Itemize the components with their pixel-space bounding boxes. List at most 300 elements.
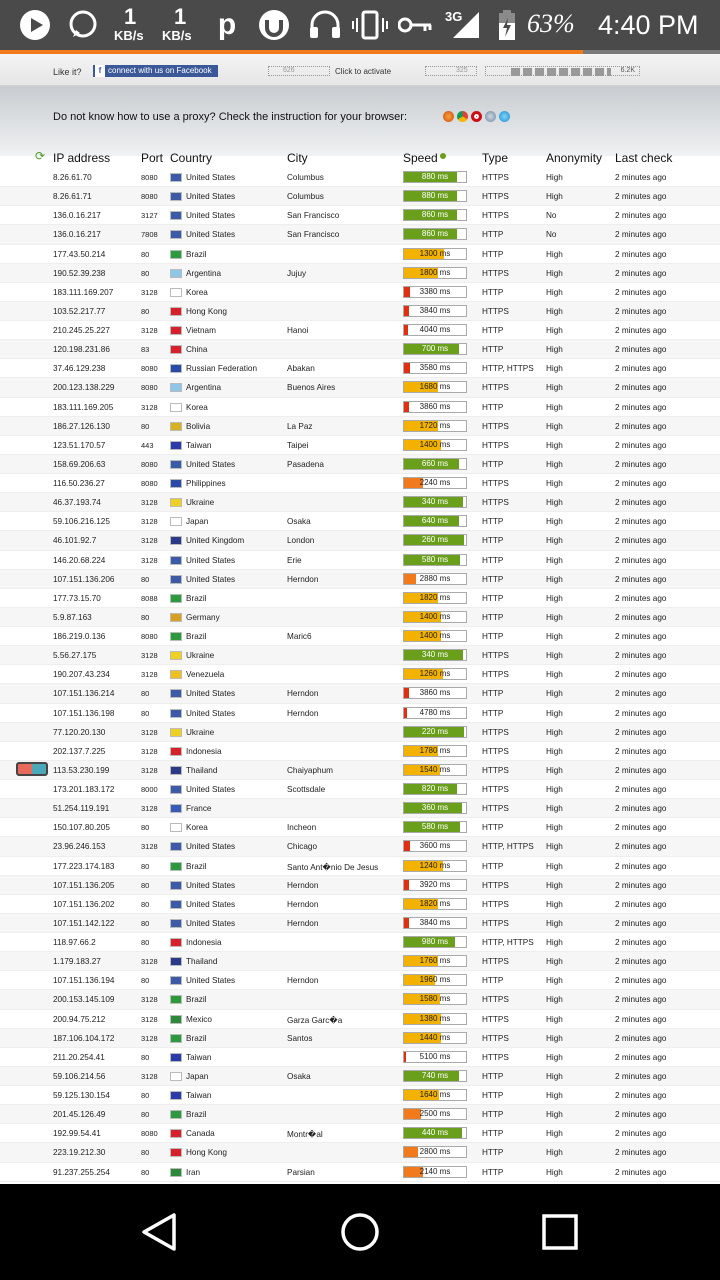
header-country[interactable]: Country [170,151,213,165]
cell-last-check: 2 minutes ago [615,765,667,775]
cell-anonymity: High [546,192,563,202]
cell-anonymity: High [546,823,563,833]
cell-country: United States [186,842,236,852]
speed-bar [403,554,467,566]
cell-last-check: 2 minutes ago [615,440,667,450]
table-row [0,627,720,646]
flag-icon [170,230,182,239]
cell-anonymity: High [546,708,563,718]
cell-ip[interactable]: 23.96.246.153 [53,842,106,852]
cell-anonymity: High [546,249,563,259]
cell-ip[interactable]: 107.151.136.194 [53,976,115,986]
cell-speed: 1380 ms [419,1013,451,1023]
speed-bar [403,324,467,336]
cell-anonymity: High [546,287,563,297]
cell-city: Abakan [287,364,315,374]
cell-type: HTTP [482,345,504,355]
flag-icon [170,842,182,851]
cell-anonymity: High [546,440,563,450]
cell-speed: 580 ms [421,554,449,564]
cell-ip[interactable]: 200.153.145.109 [53,995,115,1005]
opera-icon[interactable] [471,111,482,122]
cell-last-check: 2 minutes ago [615,785,667,794]
header-anonymity[interactable]: Anonymity [546,151,603,165]
cell-ip[interactable]: 186.219.0.136 [53,632,106,641]
activate-label[interactable]: Click to activate [335,67,392,76]
cell-speed: 740 ms [421,1070,449,1080]
flag-icon [170,211,182,220]
cell-country: Thailand [186,765,218,775]
cell-speed: 2240 ms [419,478,451,487]
table-row [0,704,720,723]
table-row [0,799,720,818]
speed-bar [403,649,467,661]
share-icons[interactable]: 6.2K [485,66,640,76]
cell-type: HTTPS [482,306,509,316]
cell-ip[interactable]: 150.107.80.205 [53,823,110,833]
cell-ip[interactable]: 223.19.212.30 [53,1148,106,1158]
cell-type: HTTPS [482,479,509,488]
cell-ip[interactable]: 113.53.230.199 [53,765,110,775]
cell-city: Montr�al [287,1130,323,1140]
cell-ip[interactable]: 186.27.126.130 [53,421,110,431]
cell-port: 3128 [141,1014,158,1024]
cell-type: HTTP [482,574,504,584]
cell-ip[interactable]: 103.52.217.77 [53,306,106,316]
cell-anonymity: High [546,1014,563,1024]
speed-bar [403,190,467,202]
cell-city: Parsian [287,1167,315,1177]
cell-ip[interactable]: 107.151.136.206 [53,574,115,584]
cell-speed: 1820 ms [419,592,451,602]
cell-ip[interactable]: 91.237.255.254 [53,1167,110,1177]
flag-icon [170,862,182,871]
speed-bar [403,420,467,432]
cell-port: 3128 [141,555,158,565]
clock: 4:40 PM [598,10,699,40]
cell-ip[interactable]: 136.0.16.217 [53,230,101,240]
table-row [0,1067,720,1086]
table-row [0,474,720,493]
cell-anonymity: High [546,1110,563,1120]
header-ip[interactable]: IP address [53,151,111,165]
cell-city: San Francisco [287,230,340,240]
cell-country: United States [186,689,236,699]
speed-bar [403,381,467,393]
cell-speed: 2500 ms [419,1109,451,1119]
cell-port: 3128 [141,402,158,412]
cell-ip[interactable]: 46.37.193.74 [53,498,101,508]
cell-ip[interactable]: 183.111.169.207 [53,287,114,297]
cell-ip[interactable]: 107.151.142.122 [53,918,115,928]
cell-last-check: 2 minutes ago [615,823,667,833]
table-row [0,857,720,876]
cell-speed: 1760 ms [419,956,451,966]
refresh-icon[interactable]: ⟳ [35,149,46,163]
table-row [0,723,720,742]
cell-country: Ukraine [186,727,215,737]
cell-last-check: 2 minutes ago [615,1071,667,1081]
speed-bar [403,267,467,279]
cell-speed: 3840 ms [419,305,451,315]
cell-city: Herndon [287,708,319,718]
cell-ip[interactable]: 192.99.54.41 [53,1129,101,1139]
cell-anonymity: High [546,268,563,278]
cell-anonymity: High [546,861,563,871]
home-button[interactable] [340,1212,380,1257]
cell-city: London [287,536,315,546]
cell-city: Osaka [287,1071,311,1081]
cell-type: HTTPS [482,383,509,393]
header-speed[interactable]: Speed [403,151,438,165]
cell-ip[interactable]: 202.137.7.225 [53,746,106,756]
cell-city: Herndon [287,574,319,584]
cell-ip[interactable]: 118.97.66.2 [53,938,96,947]
flag-icon [170,1053,182,1062]
speed-bar [403,401,467,413]
cell-ip[interactable]: 177.43.50.214 [53,249,106,259]
recents-button[interactable] [542,1214,578,1255]
cell-port: 8088 [141,593,158,603]
chrome-icon[interactable] [457,111,468,122]
cell-type: HTTP [482,593,504,603]
cell-ip[interactable]: 5.56.27.175 [53,651,97,661]
plusone-widget[interactable]: 325 [425,66,477,76]
cell-country: Brazil [186,249,207,259]
speed-bar [403,898,467,910]
cell-ip[interactable]: 59.106.216.125 [53,517,110,527]
cell-speed: 580 ms [421,822,449,832]
cell-speed: 880 ms [421,172,449,181]
cell-city: Herndon [287,689,319,699]
key-icon [397,9,433,41]
cell-speed: 340 ms [421,497,449,507]
cell-port: 3128 [141,498,158,508]
cell-ip[interactable]: 136.0.16.217 [53,211,101,221]
speed-bar [403,1013,467,1025]
flag-icon [170,995,182,1004]
cell-ip[interactable]: 5.9.87.163 [53,612,92,622]
flag-icon [170,460,182,469]
cell-country: United States [186,173,236,182]
cell-ip[interactable]: 116.50.236.27 [53,479,105,488]
cell-anonymity: High [546,899,563,909]
back-button[interactable] [140,1212,180,1257]
speed-bar [403,955,467,967]
cell-type: HTTPS [482,1052,509,1062]
cell-last-check: 2 minutes ago [615,1110,667,1120]
cell-last-check: 2 minutes ago [615,804,667,814]
cell-last-check: 2 minutes ago [615,1052,667,1062]
speed-bar [403,1108,467,1120]
browser-icons [443,111,510,122]
cell-country: United States [186,555,236,565]
battery-icon [495,9,519,41]
cell-city: Herndon [287,918,319,928]
cell-country: Bolivia [186,421,211,431]
cell-anonymity: No [546,230,557,240]
cell-anonymity: High [546,1052,563,1062]
cell-speed: 980 ms [421,937,449,946]
cell-ip[interactable]: 107.151.136.202 [53,899,115,909]
flag-icon [170,938,182,947]
cell-last-check: 2 minutes ago [615,249,667,259]
cell-last-check: 2 minutes ago [615,632,667,641]
flag-icon [170,823,182,832]
cell-port: 80 [141,708,150,718]
cell-port: 80 [141,938,150,947]
cell-port: 80 [141,249,150,259]
cell-ip[interactable]: 123.51.170.57 [53,440,106,450]
cell-type: HTTP [482,517,504,527]
cell-ip[interactable]: 200.123.138.229 [53,383,115,393]
web-page[interactable] [0,54,720,1184]
cell-speed: 3380 ms [419,286,451,296]
flag-icon [170,957,182,966]
speed-bar [403,630,467,642]
cell-country: United States [186,708,236,718]
cell-country: Taiwan [186,1052,212,1062]
cell-type: HTTPS [482,957,509,967]
table-row [0,1105,720,1124]
cell-type: HTTPS [482,1033,509,1043]
cell-anonymity: High [546,765,563,775]
cell-type: HTTPS [482,211,509,221]
cell-anonymity: High [546,957,563,967]
cell-port: 8080 [141,364,158,374]
cell-ip[interactable]: 59.125.130.154 [53,1091,110,1100]
header-port[interactable]: Port [141,151,164,165]
cell-ip[interactable]: 183.111.169.205 [53,402,114,412]
ie-icon[interactable] [499,111,510,122]
header-type[interactable]: Type [482,151,509,165]
cell-type: HTTP [482,536,504,546]
table-row [0,818,720,837]
parking-icon: p [217,8,237,41]
cell-speed: 2800 ms [419,1147,451,1157]
cell-port: 8080 [141,632,158,641]
header-last-check[interactable]: Last check [615,151,673,165]
cell-last-check: 2 minutes ago [615,459,667,469]
cell-speed: 3860 ms [419,688,451,698]
play-icon [18,9,52,41]
cell-ip[interactable]: 200.94.75.212 [53,1014,106,1024]
cell-ip[interactable]: 201.45.126.49 [53,1110,106,1120]
cell-ip[interactable]: 107.151.136.198 [53,708,115,718]
cell-port: 3128 [141,765,158,775]
cell-port: 3128 [141,517,158,527]
cell-speed: 860 ms [421,210,449,220]
signal-network-label: 3G [445,9,463,24]
cell-speed: 4040 ms [419,325,451,334]
cell-anonymity: High [546,689,563,699]
cell-speed: 1440 ms [419,1032,451,1042]
cell-ip[interactable]: 107.151.136.205 [53,880,115,890]
cell-country: Ukraine [186,498,215,508]
cell-port: 80 [141,1167,150,1177]
like-widget[interactable]: 626 [268,66,330,76]
cell-last-check: 2 minutes ago [615,268,667,278]
cell-country: Indonesia [186,746,222,756]
speed-bar [403,362,467,374]
table-row [0,340,720,359]
cell-ip[interactable]: 46.101.92.7 [53,536,97,546]
facebook-connect-label: connect with us on Facebook [108,66,212,75]
cell-last-check: 2 minutes ago [615,383,667,393]
battery-percent: 63% [527,9,575,38]
firefox-icon[interactable] [443,111,454,122]
cell-country: Indonesia [186,938,222,947]
cell-type: HTTP [482,1167,504,1177]
speed-bar [403,707,467,719]
cell-type: HTTPS [482,918,509,928]
floating-side-button[interactable] [16,762,48,776]
safari-icon[interactable] [485,111,496,122]
net-speed-2-unit: KB/s [162,28,192,43]
cell-last-check: 2 minutes ago [615,689,667,699]
cell-speed: 1800 ms [419,267,451,277]
cell-speed: 1720 ms [419,420,451,430]
cell-anonymity: High [546,918,563,928]
cell-type: HTTPS [482,995,509,1005]
speed-sort-icon[interactable] [440,153,446,159]
flag-icon [170,1072,182,1081]
flag-icon [170,556,182,565]
cell-country: Iran [186,1167,201,1177]
cell-speed: 1640 ms [419,1090,451,1099]
cell-speed: 1820 ms [419,898,451,908]
cell-last-check: 2 minutes ago [615,287,667,297]
flag-icon [170,1091,182,1100]
speed-bar [403,1166,467,1178]
cell-ip[interactable]: 59.106.214.56 [53,1071,106,1081]
flag-icon [170,536,182,545]
cell-last-check: 2 minutes ago [615,326,667,335]
cell-type: HTTPS [482,727,509,737]
cell-type: HTTP [482,1091,504,1100]
cell-ip[interactable]: 210.245.25.227 [53,326,110,335]
speed-bar [403,840,467,852]
cell-country: United States [186,976,236,986]
flag-icon [170,173,182,182]
proxy-table [0,168,720,1182]
cell-speed: 1780 ms [419,745,451,755]
cell-ip[interactable]: 146.20.68.224 [53,555,106,565]
cell-ip[interactable]: 190.52.39.238 [53,268,106,278]
cell-port: 3128 [141,842,158,852]
cell-city: Columbus [287,173,324,182]
cell-ip[interactable]: 8.26.61.70 [53,173,92,182]
cell-ip[interactable]: 211.20.254.41 [53,1052,105,1062]
net-speed-1-unit: KB/s [114,28,144,43]
cell-ip[interactable]: 107.151.136.214 [53,689,115,699]
cell-city: Incheon [287,823,317,833]
cell-ip[interactable]: 37.46.129.238 [53,364,106,374]
cell-last-check: 2 minutes ago [615,192,667,202]
cell-country: United Kingdom [186,536,245,546]
cell-last-check: 2 minutes ago [615,842,667,852]
speed-bar [403,496,467,508]
cell-city: Jujuy [287,268,307,278]
cell-anonymity: High [546,517,563,527]
cell-port: 3128 [141,727,158,737]
cell-ip[interactable]: 190.207.43.234 [53,670,110,680]
cell-ip[interactable]: 187.106.104.172 [53,1033,115,1043]
flag-icon [170,403,182,412]
cell-type: HTTPS [482,440,509,450]
cell-city: San Francisco [287,211,340,221]
header-city[interactable]: City [287,151,308,165]
cell-ip[interactable]: 51.254.119.191 [53,804,110,814]
cell-ip[interactable]: 177.223.174.183 [53,861,115,871]
cell-speed: 880 ms [421,191,449,201]
cell-ip[interactable]: 158.69.206.63 [53,459,106,469]
cell-last-check: 2 minutes ago [615,173,667,182]
flag-icon [170,250,182,259]
cell-last-check: 2 minutes ago [615,880,667,890]
cell-country: Brazil [186,1033,207,1043]
table-row [0,876,720,895]
cell-speed: 2880 ms [419,573,451,583]
speed-bar [403,515,467,527]
flag-icon [170,689,182,698]
flag-icon [170,747,182,756]
cell-anonymity: High [546,612,563,622]
cell-anonymity: High [546,421,563,431]
flag-icon [170,1168,182,1177]
cell-ip[interactable]: 177.73.15.70 [53,593,101,603]
cell-port: 8000 [141,785,158,794]
cell-type: HTTPS [482,651,509,661]
speed-bar [403,687,467,699]
cell-speed: 3920 ms [419,879,451,889]
cell-port: 3128 [141,995,158,1005]
flag-icon [170,1015,182,1024]
cell-country: United States [186,230,236,240]
facebook-connect-button[interactable] [93,65,218,77]
cell-last-check: 2 minutes ago [615,306,667,316]
speed-bar [403,821,467,833]
table-row [0,551,720,570]
cell-type: HTTP [482,861,504,871]
cell-anonymity: High [546,402,563,412]
cell-last-check: 2 minutes ago [615,517,667,527]
cell-ip[interactable]: 173.201.183.172 [53,785,115,794]
cell-country: United States [186,880,236,890]
cell-port: 80 [141,1148,150,1158]
table-row [0,933,720,952]
table-row [0,1163,720,1182]
cell-type: HTTPS [482,804,509,814]
cell-type: HTTP [482,459,504,469]
cell-type: HTTP [482,632,504,641]
speed-bar [403,783,467,795]
cell-ip[interactable]: 8.26.61.71 [53,192,92,202]
flag-icon [170,766,182,775]
speed-bar [403,668,467,680]
cell-type: HTTPS [482,268,509,278]
cell-port: 80 [141,1052,150,1062]
cell-ip[interactable]: 1.179.183.27 [53,957,101,967]
cell-ip[interactable]: 120.198.231.86 [53,345,110,355]
cell-country: Taiwan [186,1091,212,1100]
cell-last-check: 2 minutes ago [615,1167,667,1177]
cell-type: HTTP [482,249,504,259]
cell-last-check: 2 minutes ago [615,957,667,967]
flag-icon [170,651,182,660]
cell-ip[interactable]: 77.120.20.130 [53,727,106,737]
cell-port: 80 [141,574,150,584]
